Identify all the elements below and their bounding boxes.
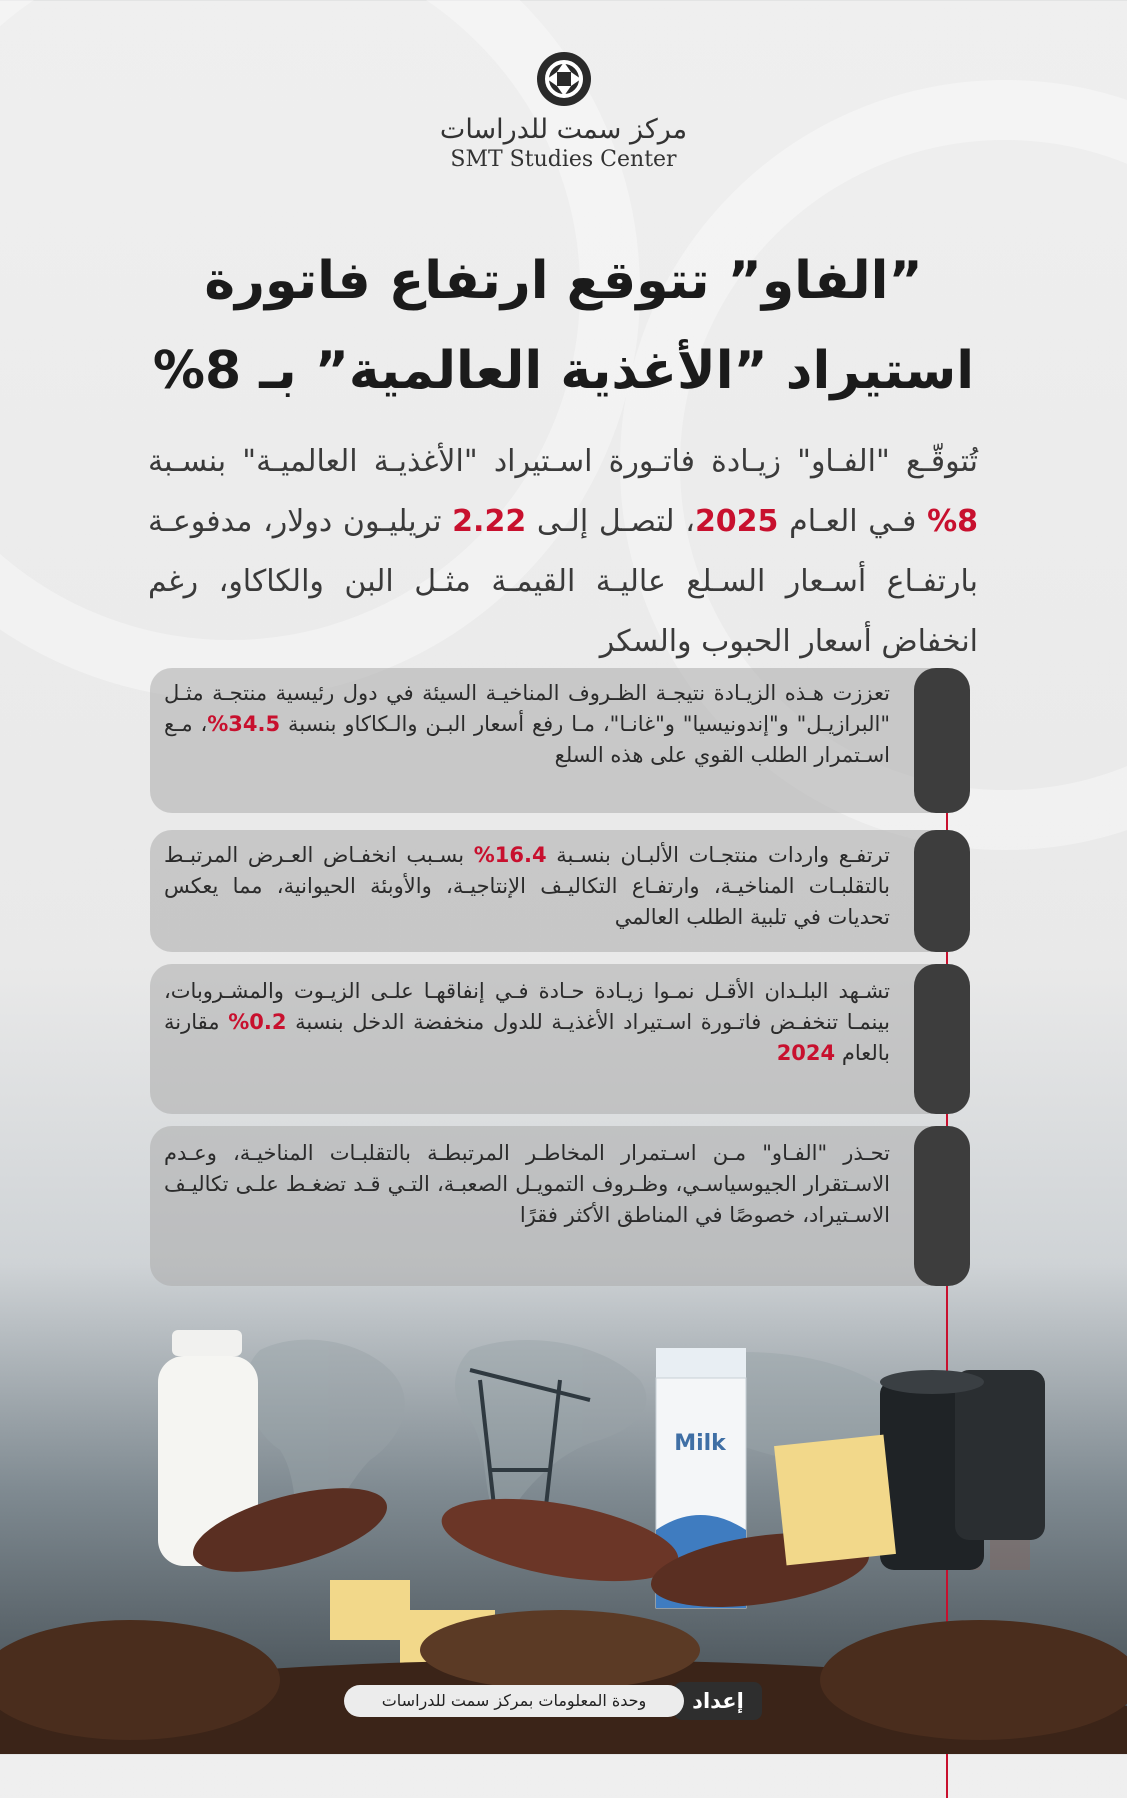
title-line-1: ”الفاو” تتوقع ارتفاع فاتورة (204, 251, 923, 311)
highlight-value: 16.4% (473, 843, 547, 867)
highlight-value: 0.2% (228, 1010, 287, 1034)
card-tab (914, 668, 970, 813)
highlight-value: 34.5% (207, 712, 281, 736)
lead-text: تُتوقّـع "الفـاو" زيـادة فاتـورة اسـتيراد "الأغذيـة العالميـة" بنسـبة (148, 444, 978, 479)
footer-credit (338, 1682, 762, 1720)
card-text: بسـبب انخفـاض العـرض المرتبـط بالتقلبـات المناخيـة، وارتفـاع التكاليـف الإنتاجيـة، والأوبئة الحيوانية، مما يعكس تحديات في تلبية الطلب العالمي (164, 843, 890, 929)
card-tab (914, 1126, 970, 1286)
card-tab (914, 964, 970, 1114)
fact-card (150, 964, 960, 1114)
oil-barrel-icon (880, 1370, 1045, 1570)
card-text: ترتفـع واردات منتجـات الألبـان بنسـبة (546, 843, 890, 867)
lead-text: تريليـون دولار، مدفوعـة بارتفـاع أسـعار السـلع عاليـة القيمـة مثـل البن والكاكاو، رغم انخفاض أسعار الحبوب والسكر (148, 504, 978, 659)
prepared-by-text: وحدة المعلومات بمركز سمت للدراسات (344, 1685, 684, 1717)
highlight-value: 2024 (776, 1041, 836, 1065)
card-text: ، مـع اسـتمرار الطلب القوي على هذه السلع (164, 712, 890, 767)
cocoa-pod-icon (185, 1471, 874, 1619)
page-title (0, 236, 1127, 416)
org-name-arabic: مركز سمت للدراسات (439, 114, 688, 145)
lead-text: فـي العـام (778, 504, 928, 539)
smt-logo-icon (535, 50, 593, 112)
card-text: مقارنة بالعام (164, 1010, 890, 1065)
card-text: تعززت هـذه الزيـادة نتيجـة الظـروف المناخيـة السيئة في دول رئيسية منتجـة مثـل "البرازيـل" و"إندونيسيا" و"غانـا"، مـا رفع أسعار البـن والـكاكاو بنسبة (164, 681, 890, 736)
fact-card (150, 830, 960, 952)
logo-block (0, 50, 1127, 172)
lead-text: ، لتصـل إلـى (526, 504, 695, 539)
fact-card (150, 668, 960, 813)
highlight-value: 2025 (694, 504, 779, 539)
org-name-english: SMT Studies Center (450, 147, 677, 172)
fact-card (150, 1126, 960, 1286)
card-text: تشـهد البلـدان الأقـل نمـوا زيـادة حـادة فـي إنفاقهـا علـى الزيـوت والمشـروبات، بينمـا تنخفـض فاتـورة اسـتيراد الأغذيـة للدول منخفضة الدخل بنسبة (164, 979, 890, 1034)
card-text: تحـذر "الفـاو" مـن اسـتمرار المخاطـر المرتبطـة بالتقلبـات المناخيـة، وعـدم الاسـتقرار الجيوسياسـي، وظـروف التمويـل الصعبـة، التـي قـد تضغـط علـى تكاليـف الاسـتيراد، خصوصًا في المناطق الأكثر فقرًا (164, 1141, 890, 1227)
title-line-2: استيراد ”الأغذية العالمية” بـ 8% (152, 341, 975, 401)
card-tab (914, 830, 970, 952)
lead-paragraph (148, 432, 978, 672)
prepared-by-badge: إعداد (674, 1682, 762, 1720)
milk-label: Milk (674, 1431, 726, 1456)
highlight-value: 2.22 (452, 504, 527, 539)
highlight-value: 8% (927, 504, 979, 539)
